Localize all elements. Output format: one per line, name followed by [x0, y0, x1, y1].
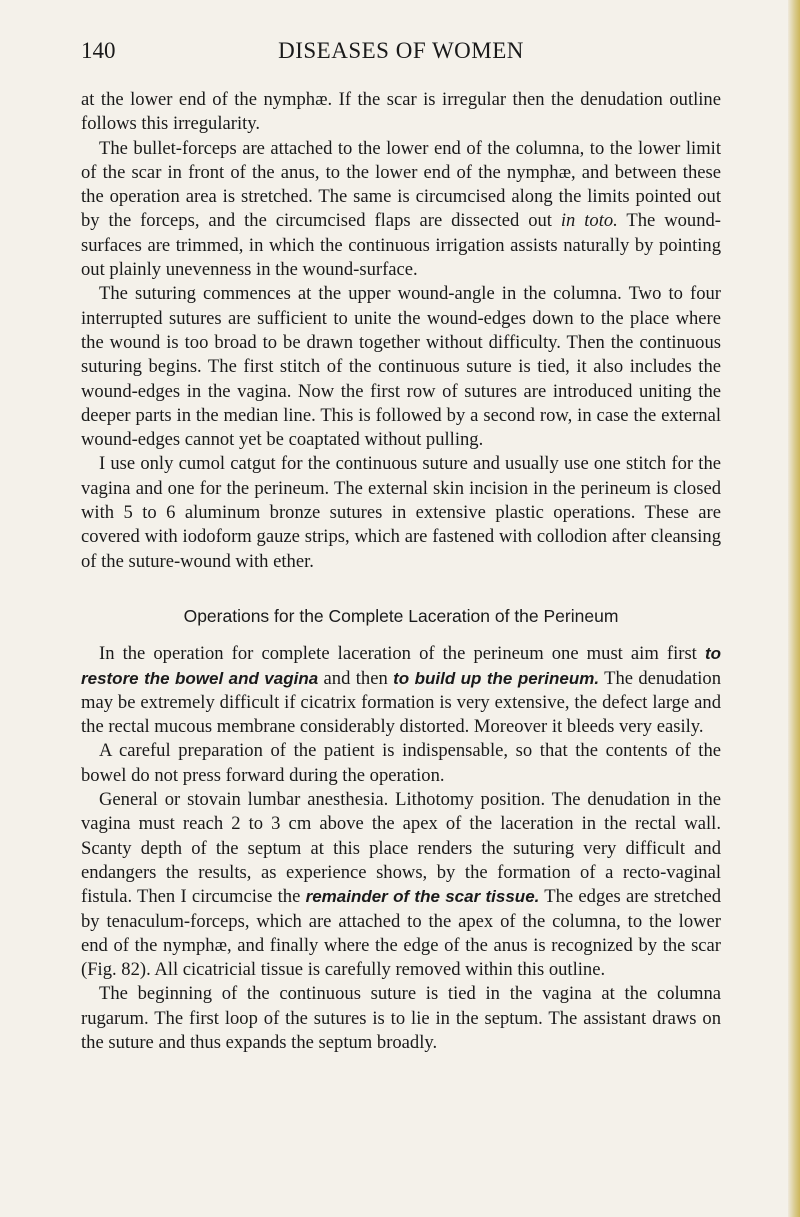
page-edge: [788, 0, 800, 1217]
paragraph-8-text: The beginning of the continuous suture is tied in the vagina at the columna rugarum. The first loop of the sutures is to lie in the septum. The assistant draws on the suture and thus expands the septum broadly.: [81, 983, 721, 1053]
page-header: [81, 38, 721, 68]
paragraph-3-text: The suturing commences at the upper wound-angle in the columna. Two to four interrupted sutures are sufficient to unite the wound-edges down to the place where the wound is too broad to be drawn together without difficulty. Then the continuous suturing begins. The first stitch of the continuous suture is tied, it also includes the wound-edges in the vagina. Now the first row of sutures are introduced uniting the deeper parts in the median line. This is followed by a second row, in case the external wound-edges cannot yet be coaptated without pulling.: [81, 283, 721, 451]
paragraph-5-text-c: and then: [318, 667, 394, 689]
page-number: 140: [81, 38, 116, 63]
paragraph-1: [81, 88, 721, 137]
paragraph-5: [81, 642, 721, 739]
paragraph-6-text: A careful preparation of the patient is indispensable, so that the contents of the bowel do not press forward during the operation.: [81, 740, 721, 786]
paragraph-7-text-c: The edges are stretched by tenaculum-forceps, which are attached to the apex of the columna, to the lower end of the nymphæ, and finally where the edge of the anus is recognized by the scar (Fig. 82). All cicatricial tissue is carefully removed within this outline.: [81, 886, 721, 981]
paragraph-5-emphasis-2: to build up the perineum.: [393, 668, 600, 688]
paragraph-4-text: I use only cumol catgut for the continuous suture and usually use one stitch for the vagina and one for the perineum. The external skin incision in the perineum is closed with 5 to 6 aluminum bronze sutures in extensive plastic operations. These are covered with iodoform gauze strips, which are fastened with collodion after cleansing of the suture-wound with ether.: [81, 453, 721, 572]
paragraph-7-emphasis: remainder of the scar tissue.: [305, 887, 540, 907]
paragraph-4: [81, 452, 721, 573]
paragraph-2-text-a: The bullet-forceps are attached to the lower end of the columna, to the lower limit of the scar in front of the anus, to the lower end of the nymphæ, and between these the operation area is stretched. The same is circumcised along the limits pointed out by the forceps, and the circumcised flaps are dissected out: [81, 137, 721, 232]
paragraph-7: [81, 788, 721, 982]
paragraph-3: [81, 282, 721, 452]
paragraph-5-text-e: The denudation may be extremely difficult if cicatrix formation is very extensive, the defect large and the rectal mucous membrane considerably distorted. Moreover it bleeds very easily.: [81, 667, 722, 738]
paragraph-2-italic: in toto.: [560, 210, 618, 232]
paragraph-7-text-a: General or stovain lumbar anesthesia. Lithotomy position. The denudation in the vagina must reach 2 to 3 cm above the apex of the laceration in the rectal wall. Scanty depth of the septum at this place renders the suturing very difficult and endangers the results, as experience shows, by the formation of a recto-vaginal fistula. Then I circumcise the: [81, 789, 721, 908]
paragraph-8: [81, 982, 721, 1055]
paragraph-5-emphasis-1: to restore the bowel and vagina: [81, 644, 721, 688]
paragraph-2-text-c: The wound-surfaces are trimmed, in which the continuous irrigation assists naturally by pointing out plainly unevenness in the wound-surface.: [81, 210, 721, 281]
paragraph-1-text: at the lower end of the nymphæ. If the scar is irregular then the denudation outline follows this irregularity.: [81, 89, 721, 135]
running-title: DISEASES OF WOMEN: [278, 38, 524, 63]
paragraph-6: [81, 739, 721, 788]
section-heading: Operations for the Complete Laceration of the Perineum: [183, 605, 619, 626]
paragraph-2: [81, 137, 721, 283]
paragraph-5-text-a: In the operation for complete laceration of the perineum one must aim first: [99, 643, 705, 665]
body-text: [81, 88, 721, 1055]
